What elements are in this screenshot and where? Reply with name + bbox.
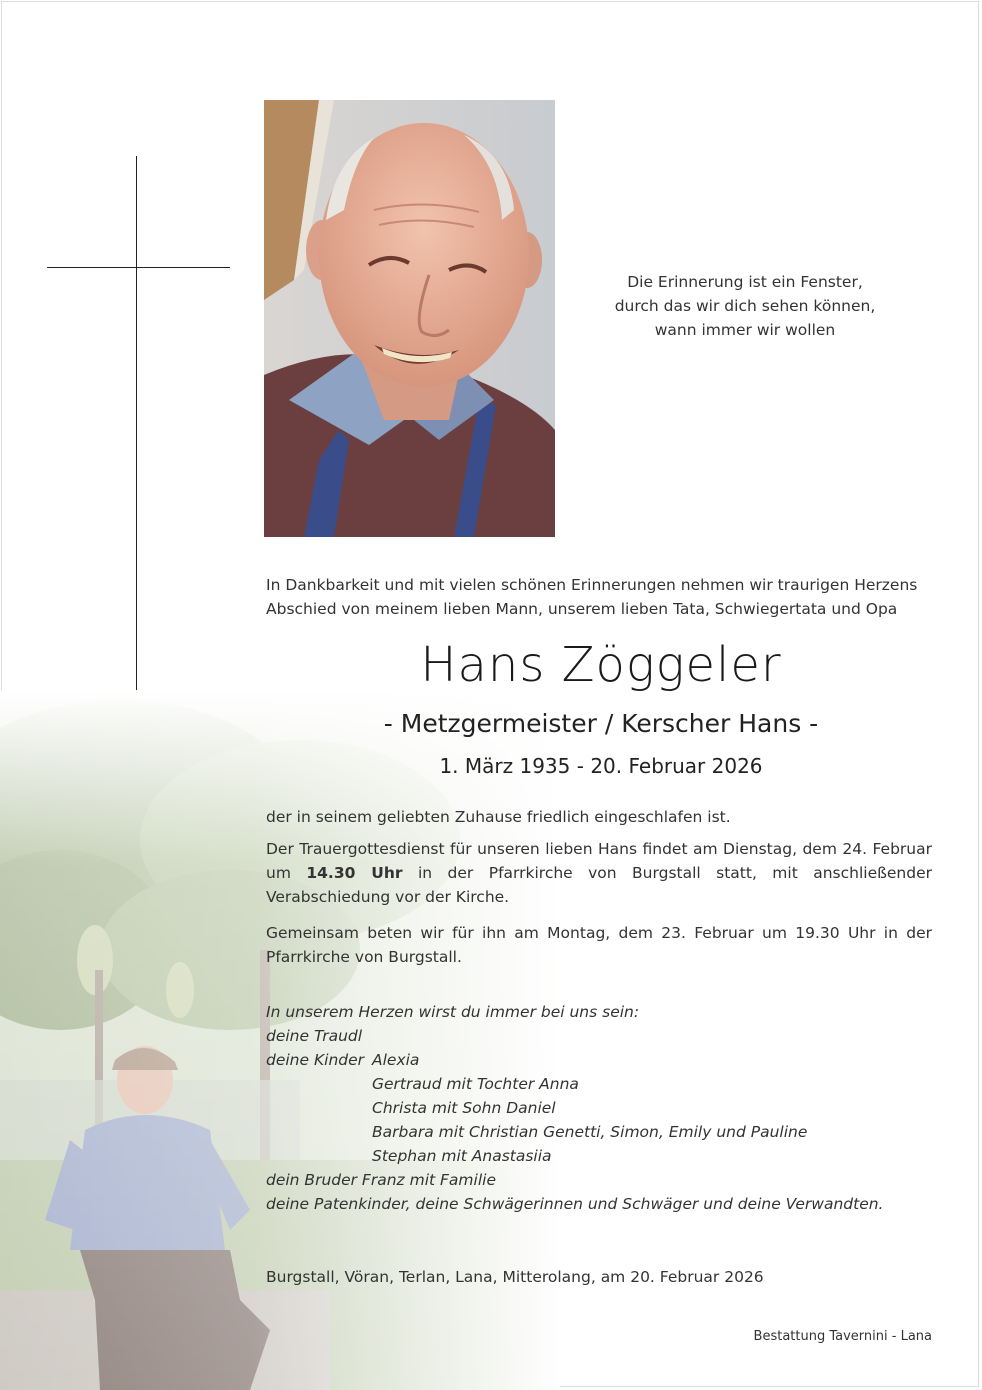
place-and-date: Burgstall, Vöran, Terlan, Lana, Mitterolang, am 20. Februar 2026 [266,1268,764,1286]
intro-line: In Dankbarkeit und mit vielen schönen Erinnerungen nehmen wir traurigen Herzens [266,576,918,594]
cross-horizontal-bar [47,267,230,268]
mourners-heading: In unserem Herzen wirst du immer bei uns sein: [266,1003,640,1021]
quote-line: wann immer wir wollen [654,321,836,339]
quote-line: Die Erinnerung ist ein Fenster, [627,273,863,291]
child-entry: Gertraud mit Tochter Anna [372,1075,579,1093]
child-entry: Alexia [372,1051,420,1069]
child-entry: Stephan mit Anastasiia [372,1147,552,1165]
intro-line: Abschied von meinem lieben Mann, unserem lieben Tata, Schwiegertata und Opa [266,600,898,618]
portrait-photo [264,100,555,537]
child-entry: Christa mit Sohn Daniel [372,1099,556,1117]
deceased-subtitle: - Metzgermeister / Kerscher Hans - [383,709,819,738]
quote-line: durch das wir dich sehen können, [614,297,876,315]
mourner-children-first [266,1048,932,1072]
mourner-others: deine Patenkinder, deine Schwägerinnen und Schwäger und deine Verwandten. [266,1195,884,1213]
intro-text [266,573,936,621]
mourner-wife: deine Traudl [266,1027,363,1045]
passing-text: der in seinem geliebten Zuhause friedlich eingeschlafen ist. [266,808,731,826]
mourners-list [266,1000,932,1216]
service-text-part: in der Pfarrkirche von Burgstall statt, mit anschließender Verabschiedung vor der Kirche. [266,864,932,906]
cross-vertical-bar [136,156,137,710]
life-dates: 1. März 1935 - 20. Februar 2026 [439,754,763,778]
child-entry: Barbara mit Christian Genetti, Simon, Emily und Pauline [372,1123,808,1141]
undertaker-credit: Bestattung Tavernini - Lana [753,1329,932,1344]
memorial-quote [590,270,900,342]
prayer-text: Gemeinsam beten wir für ihn am Montag, dem 23. Februar um 19.30 Uhr in der Pfarrkirche von Burgstall. [266,924,932,966]
funeral-service-text [266,837,932,909]
mourner-brother: dein Bruder Franz mit Familie [266,1171,496,1189]
service-time: 14.30 Uhr [306,864,403,882]
children-label: deine Kinder [266,1051,365,1069]
service-text-part: Der Trauergottesdienst für unseren lieben Hans findet am Dienstag, dem 24. Februar um [266,840,932,882]
deceased-name: Hans Zöggeler [420,637,782,693]
